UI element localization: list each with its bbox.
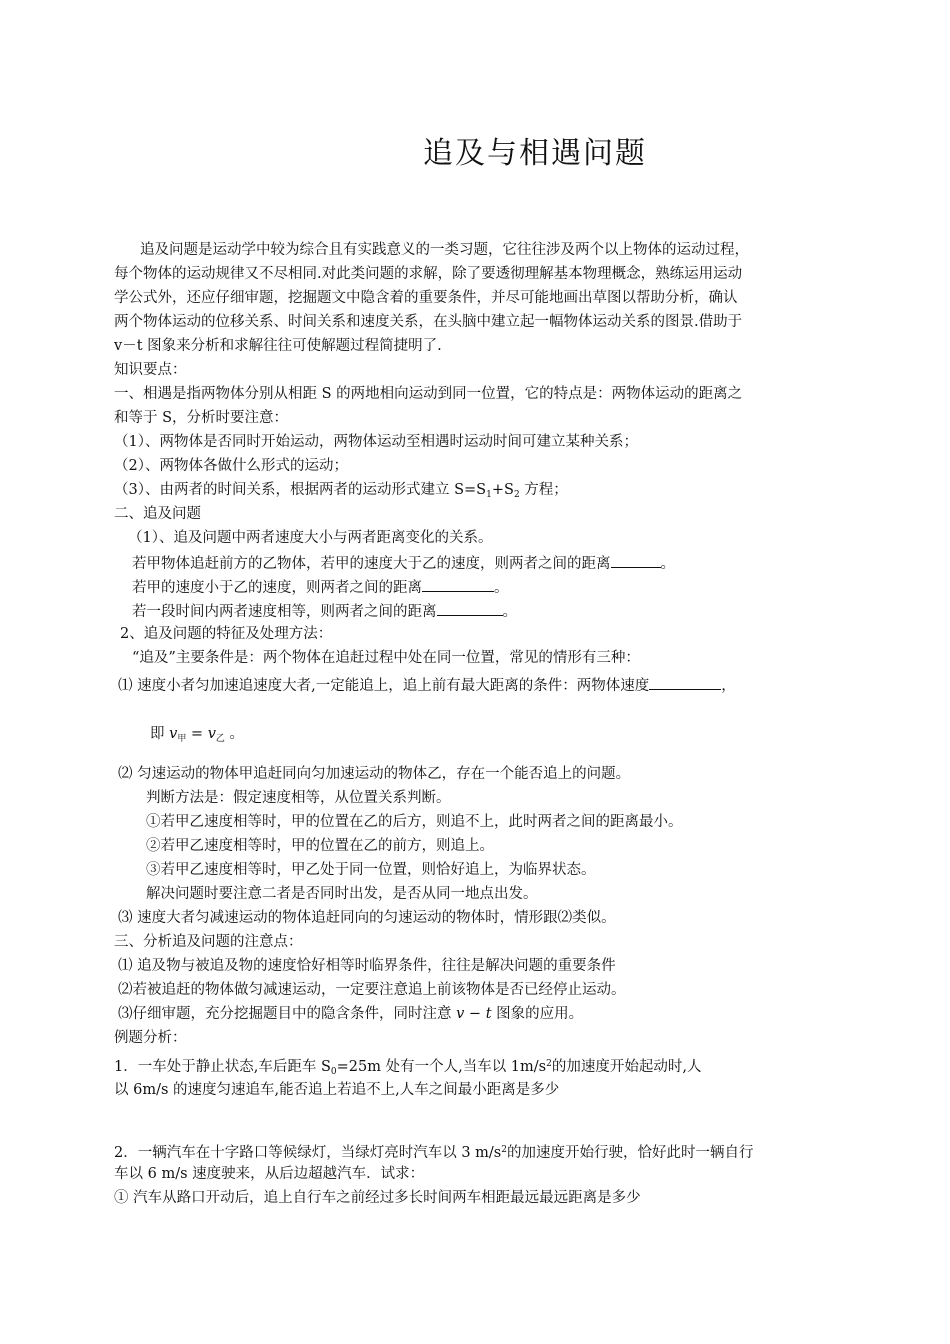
section-1-item: （1）、两物体是否同时开始运动，两物体运动至相遇时运动时间可建立某种关系； xyxy=(114,434,638,450)
case-2-text: 判断方法是：假定速度相等，从位置关系判断。 xyxy=(146,790,451,806)
case-2-text: ①若甲乙速度相等时，甲的位置在乙的后方，则追不上，此时两者之间的距离最小。 xyxy=(146,814,683,830)
note-item: ⑵若被追赶的物体做匀减速运动，一定要注意追上前该物体是否已经停止运动。 xyxy=(118,982,626,998)
example-1: 1．一车处于静止状态,车后距车 $S_0=25m$ 处有一个人,当车以 $1m/s^2$的加速度开始起动时,人 xyxy=(114,1059,702,1077)
intro-line: v－t 图象来分析和求解往往可使解题过程简捷明了. xyxy=(114,338,442,354)
section-1-item: （3）、由两者的时间关系，根据两者的运动形式建立 $S=S_1+S_2$ 方程； xyxy=(114,482,568,500)
example-2: 2．一辆汽车在十字路口等候绿灯，当绿灯亮时汽车以 3 $m/s^2$的加速度开始行驶，恰好此时一辆自行 xyxy=(114,1145,754,1161)
section-2-heading: 二、追及问题 xyxy=(114,506,201,522)
intro-line: 追及问题是运动学中较为综合且有实践意义的一类习题，它往往涉及两个以上物体的运动过程， xyxy=(140,242,749,258)
section-2-text: （1）、追及问题中两者速度大小与两者距离变化的关系。 xyxy=(128,530,493,546)
document-title: 追及与相遇问题 xyxy=(423,136,647,171)
note-item: ⑶仔细审题，充分挖掘题目中的隐含条件，同时注意 v − t 图象的应用。 xyxy=(118,1006,584,1022)
note-item: ⑴ 追及物与被追及物的速度恰好相等时临界条件，往往是解决问题的重要条件 xyxy=(118,958,616,974)
answer-blank xyxy=(649,674,721,690)
section-1-text: 一、相遇是指两物体分别从相距 S 的两地相向运动到同一位置，它的特点是：两物体运动的距离之 xyxy=(114,386,743,402)
case-3: ⑶ 速度大者匀减速运动的物体追赶同向的匀速运动的物体时，情形跟⑵类似。 xyxy=(118,910,616,926)
section-1-text: 和等于 S，分析时要注意： xyxy=(114,410,289,426)
case-2-text: ②若甲乙速度相等时，甲的位置在乙的前方，则追上。 xyxy=(146,838,494,854)
case-2: ⑵ 匀速运动的物体甲追赶同向匀加速运动的物体乙，存在一个能否追上的问题。 xyxy=(118,766,631,782)
case-2-text: 解决问题时要注意二者是否同时出发，是否从同一地点出发。 xyxy=(146,886,538,902)
answer-blank xyxy=(611,552,661,568)
case-2-text: ③若甲乙速度相等时，甲乙处于同一位置，则恰好追上，为临界状态。 xyxy=(146,862,596,878)
section-2-text: 2、追及问题的特征及处理方法： xyxy=(120,626,333,642)
answer-blank xyxy=(437,600,503,616)
case-1-equation: 即 $v_甲 = v_乙$ 。 xyxy=(150,726,245,744)
section-2-fill-in: 若甲的速度小于乙的速度，则两者之间的距离 。 xyxy=(132,576,509,598)
answer-blank xyxy=(422,576,494,592)
example-2-question: ① 汽车从路口开动后，追上自行车之前经过多长时间两车相距最远最远距离是多少 xyxy=(114,1190,641,1206)
section-2-fill-in: 若一段时间内两者速度相等，则两者之间的距离 。 xyxy=(132,600,517,622)
intro-line: 两个物体运动的位移关系、时间关系和速度关系，在头脑中建立起一幅物体运动关系的图景.借助于 xyxy=(114,314,743,330)
section-3-heading: 三、分析追及问题的注意点： xyxy=(114,934,303,950)
intro-line: 学公式外，还应仔细审题，挖掘题文中隐含着的重要条件，并尽可能地画出草图以帮助分析，确认 xyxy=(114,290,738,306)
section-1-item: （2）、两物体各做什么形式的运动； xyxy=(114,458,348,474)
section-2-fill-in: 若甲物体追赶前方的乙物体，若甲的速度大于乙的速度，则两者之间的距离 。 xyxy=(132,552,675,574)
case-1: ⑴ 速度小者匀加速追速度大者,一定能追上，追上前有最大距离的条件：两物体速度 ， xyxy=(118,674,736,696)
example-1: 以 6m/s 的速度匀速追车,能否追上若追不上,人车之间最小距离是多少 xyxy=(114,1082,560,1098)
examples-heading: 例题分析： xyxy=(114,1030,187,1046)
example-2: 车以 6 m/s 速度驶来，从后边超越汽车．试求： xyxy=(114,1166,425,1182)
intro-line: 每个物体的运动规律又不尽相同.对此类问题的求解，除了要透彻理解基本物理概念，熟练运用运动 xyxy=(114,266,743,282)
section-2-text: “追及”主要条件是：两个物体在追赶过程中处在同一位置，常见的情形有三种： xyxy=(132,650,640,666)
knowledge-heading: 知识要点： xyxy=(114,362,187,378)
